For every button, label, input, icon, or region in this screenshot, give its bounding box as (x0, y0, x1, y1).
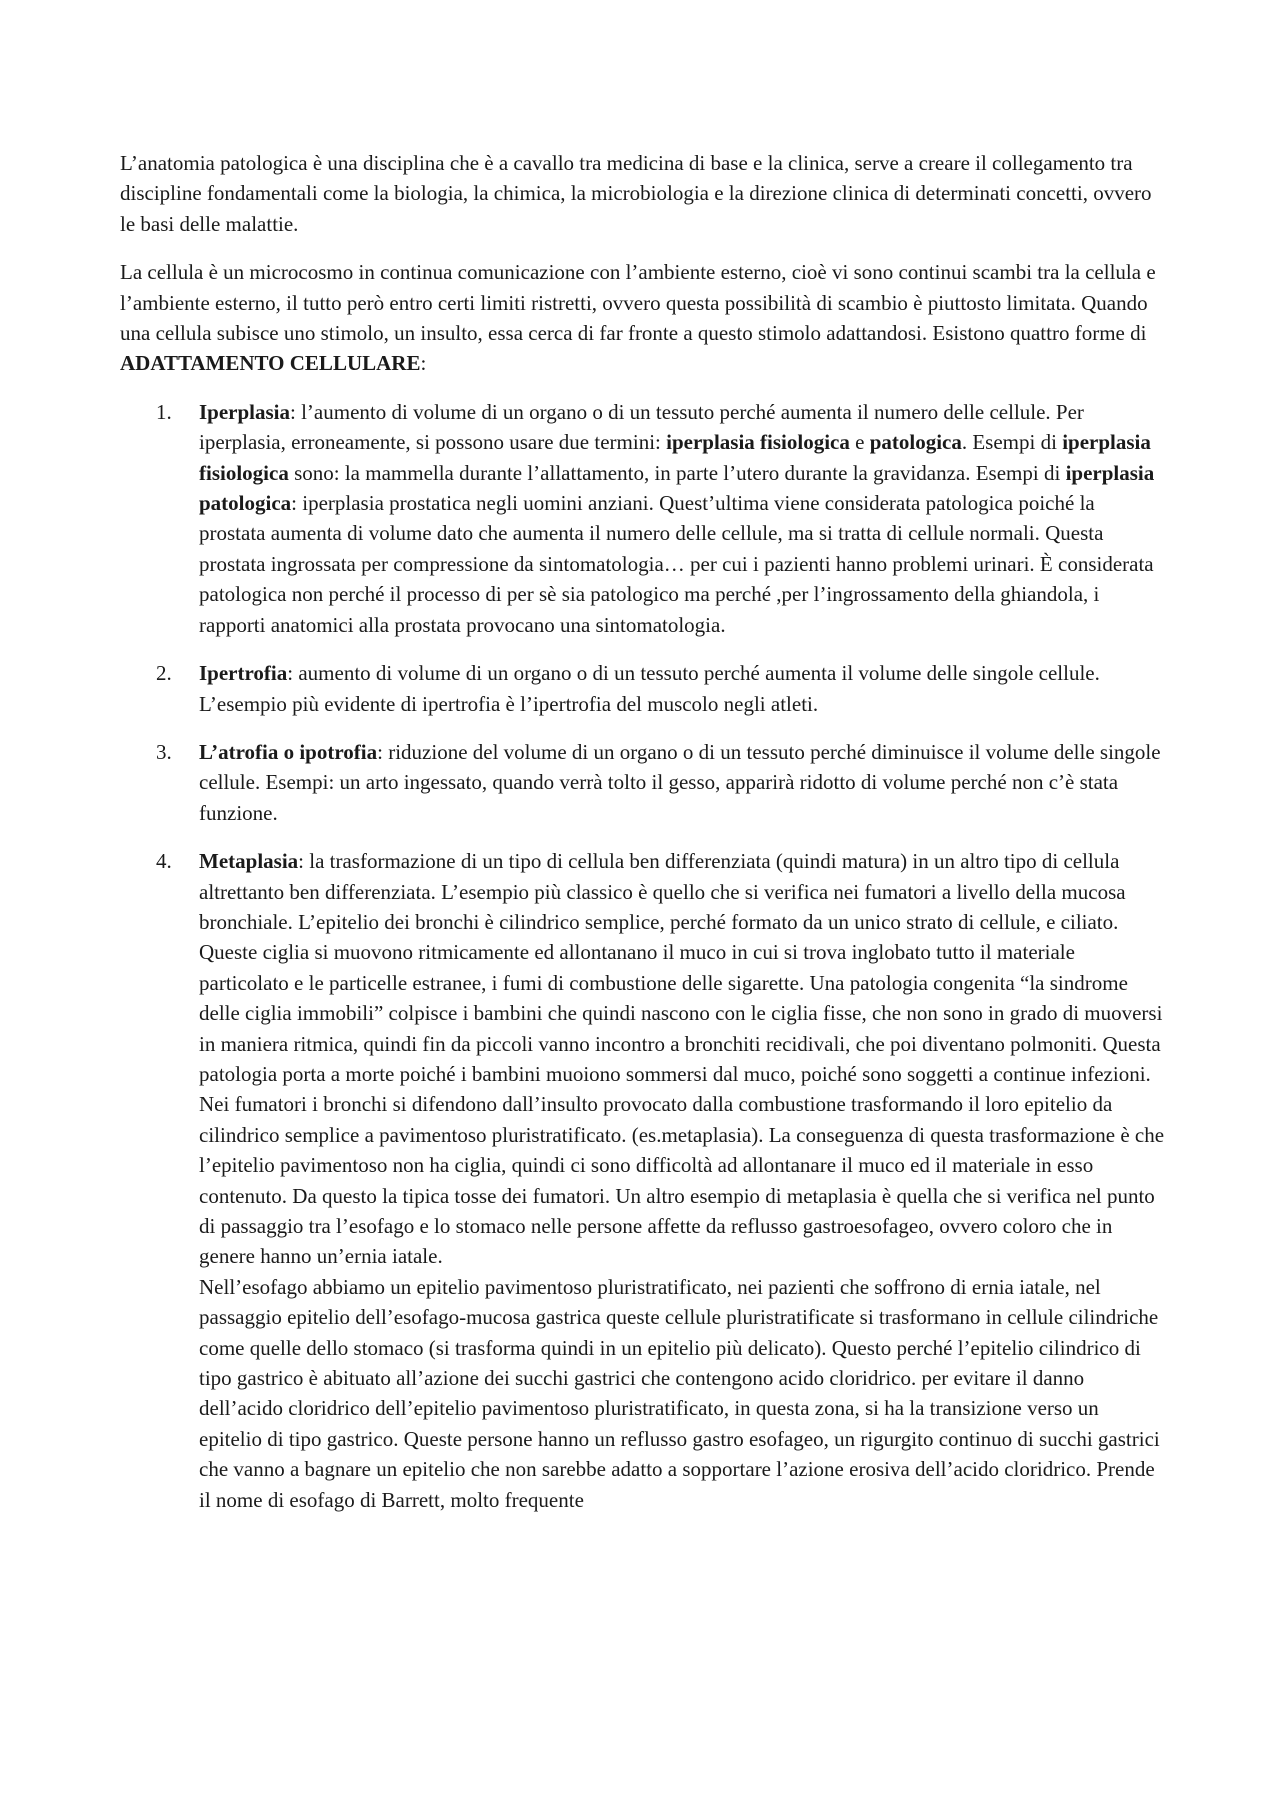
term-ipertrofia: Ipertrofia (199, 661, 288, 686)
adaptation-list (120, 397, 1165, 1515)
list-number: 2. (156, 661, 172, 686)
cell-paragraph: La cellula è un microcosmo in continua comunicazione con l’ambiente esterno, cioè vi sono continui scambi tra la cellula e l’ambiente esterno, il tutto però entro certi limiti ristretti, ovvero questa possibilità di scambio è piuttosto limitata. Quando una cellula subisce uno stimolo, un insulto, essa cerca di far fronte a questo stimolo adattandosi. Esistono quattro forme di ADATTAMENTO CELLULARE: (120, 260, 1156, 376)
list-number: 1. (156, 399, 172, 424)
term-atrofia: L’atrofia o ipotrofia (199, 739, 378, 764)
term-metaplasia: Metaplasia (199, 849, 299, 874)
adattamento-heading: ADATTAMENTO CELLULARE (120, 351, 421, 376)
intro-paragraph: L’anatomia patologica è una disciplina che è a cavallo tra medicina di base e la clinica, serve a creare il collegamento tra discipline fondamentali come la biologia, la chimica, la microbiologia e la direzione clinica di determinati concetti, ovvero le basi delle malattie. (120, 151, 1152, 236)
list-item-metaplasia: 4. Metaplasia: la trasformazione di un tipo di cellula ben differenziata (quindi matura) in un altro tipo di cellula altrettanto ben differenziata. L’esempio più classico è quello che si verifica nei fumatori a livello della mucosa bronchiale. L’epitelio dei bronchi è cilindrico semplice, perché formato da un unico strato di cellule, e ciliato. Queste ciglia si muovono ritmicamente ed allontanano il muco in cui si trova inglobato tutto il materiale particolato e le particelle estranee, i fumi di combustione delle sigarette. Una patologia congenita “la sindrome delle ciglia immobili” colpisce i bambini che quindi nascono con le ciglia fisse, che non sono in grado di muoversi in maniera ritmica, quindi fin da piccoli vanno incontro a bronchiti recidivali, che poi diventano polmoniti. Questa patologia porta a morte poiché i bambini muoiono sommersi dal muco, poiché sono soggetti a continue infezioni. Nei fumatori i bronchi si difendono dall’insulto provocato dalla combustione trasformando il loro epitelio da cilindrico semplice a pavimentoso pluristratificato. (es.metaplasia). La conseguenza di questa trasformazione è che l’epitelio pavimentoso non ha ciglia, quindi ci sono difficoltà ad allontanare il muco ed il materiale in esso contenuto. Da questo la tipica tosse dei fumatori. Un altro esempio di metaplasia è quella che si verifica nel punto di passaggio tra l’esofago e lo stomaco nelle persone affette da reflusso gastroesofageo, ovvero coloro che in genere hanno un’ernia iatale. Nell’esofago abbiamo un epitelio pavimentoso pluristratificato, nei pazienti che soffrono di ernia iatale, nel passaggio epitelio dell’esofago-mucosa gastrica queste cellule pluristratificate si trasformano in cellule cilindriche come quelle dello stomaco (si trasforma quindi in un epitelio più delicato). Questo perché l’epitelio cilindrico di tipo gastrico è abituato all’azione dei succhi gastrici che contengono acido cloridrico. per evitare il danno dell’acido cloridrico dell’epitelio pavimentoso pluristratificato, in questa zona, si ha la transizione verso un epitelio di tipo gastrico. Queste persone hanno un reflusso gastro esofageo, un rigurgito continuo di succhi gastrici che vanno a bagnare un epitelio che non sarebbe adatto a sopportare l’azione erosiva dell’acido cloridrico. Prende il nome di esofago di Barrett, molto frequente (120, 846, 1165, 1515)
list-item-atrofia: 3. L’atrofia o ipotrofia: riduzione del volume di un organo o di un tessuto perché diminuisce il volume delle singole cellule. Esempi: un arto ingessato, quando verrà tolto il gesso, apparirà ridotto di volume perché non c’è stata funzione. (120, 737, 1165, 828)
list-number: 3. (156, 739, 172, 764)
document-page (120, 148, 1165, 1533)
list-item-ipertrofia: 2. Ipertrofia: aumento di volume di un organo o di un tessuto perché aumenta il volume delle singole cellule. L’esempio più evidente di ipertrofia è l’ipertrofia del muscolo negli atleti. (120, 658, 1165, 719)
list-number: 4. (156, 849, 172, 874)
list-item-iperplasia: 1. Iperplasia: l’aumento di volume di un organo o di un tessuto perché aumenta il numero delle cellule. Per iperplasia, erroneamente, si possono usare due termini: iperplasia fisiologica e patologica. Esempi di iperplasia fisiologica sono: la mammella durante l’allattamento, in parte l’utero durante la gravidanza. Esempi di iperplasia patologica: iperplasia prostatica negli uomini anziani. Quest’ultima viene considerata patologica poiché la prostata aumenta di volume dato che aumenta il numero delle cellule, ma si tratta di cellule normali. Questa prostata ingrossata per compressione da sintomatologia… per cui i pazienti hanno problemi urinari. È considerata patologica non perché il processo di per sè sia patologico ma perché ,per l’ingrossamento della ghiandola, i rapporti anatomici alla prostata provocano una sintomatologia. (120, 397, 1165, 640)
term-iperplasia: Iperplasia (199, 399, 291, 424)
